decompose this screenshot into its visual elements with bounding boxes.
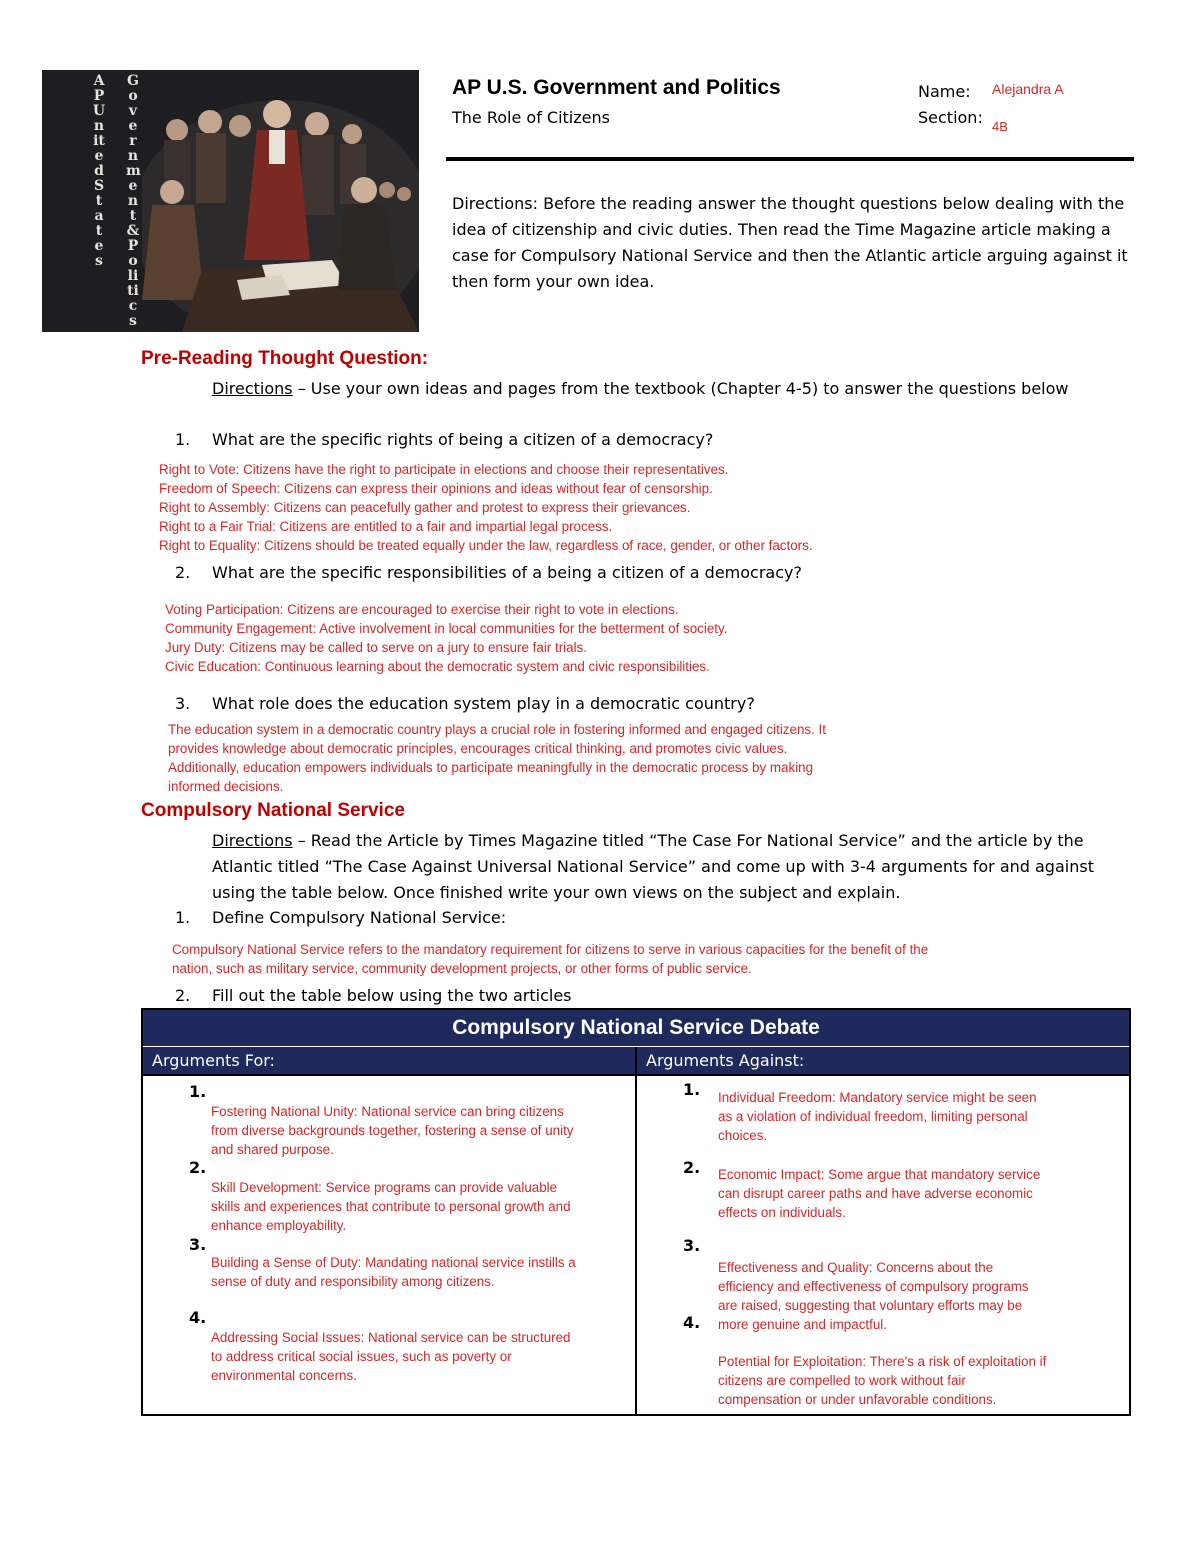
for-argument-2[interactable]: [211, 1178, 571, 1235]
cns-directions-text: – Read the Article by Times Magazine titled “The Case For National Service” and the article by the Atlantic titled “The Case Against Universal National Service” and come up with 3-4 arguments for and against using the table below. Once finished write your own views on the subject and explain.: [212, 831, 1094, 902]
prereading-directions: [212, 376, 1132, 402]
cell-line: to address critical social issues, such as poverty or: [211, 1349, 512, 1364]
against-number-1: 1.: [683, 1080, 701, 1099]
section-label: Section:: [918, 108, 983, 127]
cell-line: Building a Sense of Duty: Mandating national service instills a: [211, 1255, 576, 1270]
cell-line: from diverse backgrounds together, fostering a sense of unity: [211, 1123, 574, 1138]
debate-table-title: Compulsory National Service Debate: [143, 1010, 1129, 1046]
answer-line: nation, such as military service, community development projects, or other forms of public service.: [172, 961, 752, 976]
answer-3[interactable]: [168, 720, 826, 796]
cell-line: Effectiveness and Quality: Concerns about the: [718, 1260, 994, 1275]
for-number-2: 2.: [189, 1158, 207, 1177]
question-number: 1.: [175, 908, 191, 927]
cell-line: enhance employability.: [211, 1218, 347, 1233]
answer-line: Right to a Fair Trial: Citizens are entitled to a fair and impartial legal process.: [159, 519, 613, 534]
founding-fathers-painting: [142, 70, 419, 332]
answer-line: Voting Participation: Citizens are encouraged to exercise their right to vote in elections.: [165, 602, 679, 617]
cell-line: environmental concerns.: [211, 1368, 357, 1383]
debate-table: [141, 1008, 1131, 1416]
question-text: What are the specific responsibilities of a being a citizen of a democracy?: [212, 563, 802, 582]
for-argument-4[interactable]: [211, 1328, 571, 1385]
for-number-1: 1.: [189, 1082, 207, 1101]
arguments-for-header: Arguments For:: [143, 1047, 635, 1074]
for-number-4: 4.: [189, 1308, 207, 1327]
banner-vertical-text-left: AP United States: [92, 73, 106, 269]
answer-1[interactable]: [159, 460, 813, 555]
cell-line: choices.: [718, 1128, 768, 1143]
question-text: What are the specific rights of being a citizen of a democracy?: [212, 430, 714, 449]
cns-directions: [212, 828, 1132, 906]
for-number-3: 3.: [189, 1235, 207, 1254]
for-argument-1[interactable]: [211, 1102, 574, 1159]
question-text: Define Compulsory National Service:: [212, 908, 507, 927]
answer-line: Right to Equality: Citizens should be treated equally under the law, regardless of race, gender, or other factors.: [159, 538, 813, 553]
prereading-directions-text: – Use your own ideas and pages from the textbook (Chapter 4-5) to answer the questions below: [292, 379, 1069, 398]
column-divider: [635, 1047, 637, 1416]
name-label: Name:: [918, 82, 971, 101]
against-number-4: 4.: [683, 1313, 701, 1332]
cns-question-1: [175, 908, 506, 927]
cell-line: can disrupt career paths and have adverse economic: [718, 1186, 1033, 1201]
cell-line: Skill Development: Service programs can provide valuable: [211, 1180, 558, 1195]
cell-line: skills and experiences that contribute to personal growth and: [211, 1199, 571, 1214]
page-title: AP U.S. Government and Politics: [452, 76, 781, 99]
answer-line: Additionally, education empowers individuals to participate meaningfully in the democratic process by making: [168, 760, 814, 775]
intro-directions: Directions: Before the reading answer the thought questions below dealing with the idea of citizenship and civic duties. Then read the Time Magazine article making a case for Compulsory National Service and then the Atlantic article arguing against it then form your own idea.: [452, 194, 1128, 291]
question-number: 3.: [175, 694, 191, 713]
answer-line: The education system in a democratic country plays a crucial role in fostering informed and engaged citizens. It: [168, 722, 826, 737]
cns-answer-1[interactable]: [172, 940, 928, 978]
for-argument-3[interactable]: [211, 1253, 576, 1291]
against-number-3: 3.: [683, 1236, 701, 1255]
answer-line: Community Engagement: Active involvement in local communities for the betterment of society.: [165, 621, 728, 636]
arguments-against-header: Arguments Against:: [637, 1047, 1129, 1074]
cell-line: citizens are compelled to work without fair: [718, 1373, 966, 1388]
name-value[interactable]: Alejandra A: [992, 81, 1064, 97]
cell-line: Potential for Exploitation: There's a risk of exploitation if: [718, 1354, 1047, 1369]
answer-line: informed decisions.: [168, 779, 284, 794]
against-argument-2[interactable]: [718, 1165, 1040, 1222]
answer-line: provides knowledge about democratic principles, encourages critical thinking, and promotes civic values.: [168, 741, 788, 756]
section-value[interactable]: 4B: [992, 119, 1008, 134]
cns-question-2: [175, 986, 572, 1005]
question-3: [175, 694, 755, 713]
against-argument-1[interactable]: [718, 1088, 1037, 1145]
prereading-directions-label: Directions: [212, 379, 293, 398]
against-argument-4[interactable]: [718, 1352, 1046, 1409]
cns-directions-label: Directions: [212, 831, 293, 850]
header-banner-image: [42, 70, 419, 332]
answer-line: Right to Assembly: Citizens can peacefully gather and protest to express their grievances.: [159, 500, 691, 515]
question-text: What role does the education system play in a democratic country?: [212, 694, 755, 713]
cell-line: as a violation of individual freedom, limiting personal: [718, 1109, 1028, 1124]
banner-vertical-text-right: Government & Politics: [126, 73, 141, 329]
answer-line: Compulsory National Service refers to the mandatory requirement for citizens to serve in various capacities for the benefit of the: [172, 942, 929, 957]
question-number: 2.: [175, 563, 191, 582]
question-number: 1.: [175, 430, 191, 449]
cell-line: sense of duty and responsibility among citizens.: [211, 1274, 495, 1289]
cell-line: effects on individuals.: [718, 1205, 846, 1220]
header-underline: [143, 1074, 1129, 1076]
prereading-heading: Pre-Reading Thought Question:: [141, 348, 429, 369]
cell-line: efficiency and effectiveness of compulsory programs: [718, 1279, 1029, 1294]
cell-line: compensation or under unfavorable conditions.: [718, 1392, 997, 1407]
page-subtitle: The Role of Citizens: [452, 108, 610, 127]
cell-line: are raised, suggesting that voluntary efforts may be: [718, 1298, 1023, 1313]
cell-line: more genuine and impactful.: [718, 1317, 887, 1332]
against-number-2: 2.: [683, 1158, 701, 1177]
answer-line: Freedom of Speech: Citizens can express their opinions and ideas without fear of censorship.: [159, 481, 713, 496]
cns-heading: Compulsory National Service: [141, 800, 405, 821]
question-text: Fill out the table below using the two articles: [212, 986, 572, 1005]
question-2: [175, 563, 802, 582]
answer-line: Civic Education: Continuous learning about the democratic system and civic responsibilities.: [165, 659, 710, 674]
answer-line: Jury Duty: Citizens may be called to serve on a jury to ensure fair trials.: [165, 640, 587, 655]
cell-line: Individual Freedom: Mandatory service might be seen: [718, 1090, 1037, 1105]
against-argument-3[interactable]: [718, 1258, 1029, 1334]
answer-line: Right to Vote: Citizens have the right to participate in elections and choose their representatives.: [159, 462, 729, 477]
cell-line: Addressing Social Issues: National service can be structured: [211, 1330, 571, 1345]
question-1: [175, 430, 713, 449]
cell-line: and shared purpose.: [211, 1142, 334, 1157]
question-number: 2.: [175, 986, 191, 1005]
answer-2[interactable]: [165, 600, 727, 676]
cell-line: Fostering National Unity: National service can bring citizens: [211, 1104, 564, 1119]
cell-line: Economic Impact: Some argue that mandatory service: [718, 1167, 1041, 1182]
header-divider: [446, 157, 1134, 161]
